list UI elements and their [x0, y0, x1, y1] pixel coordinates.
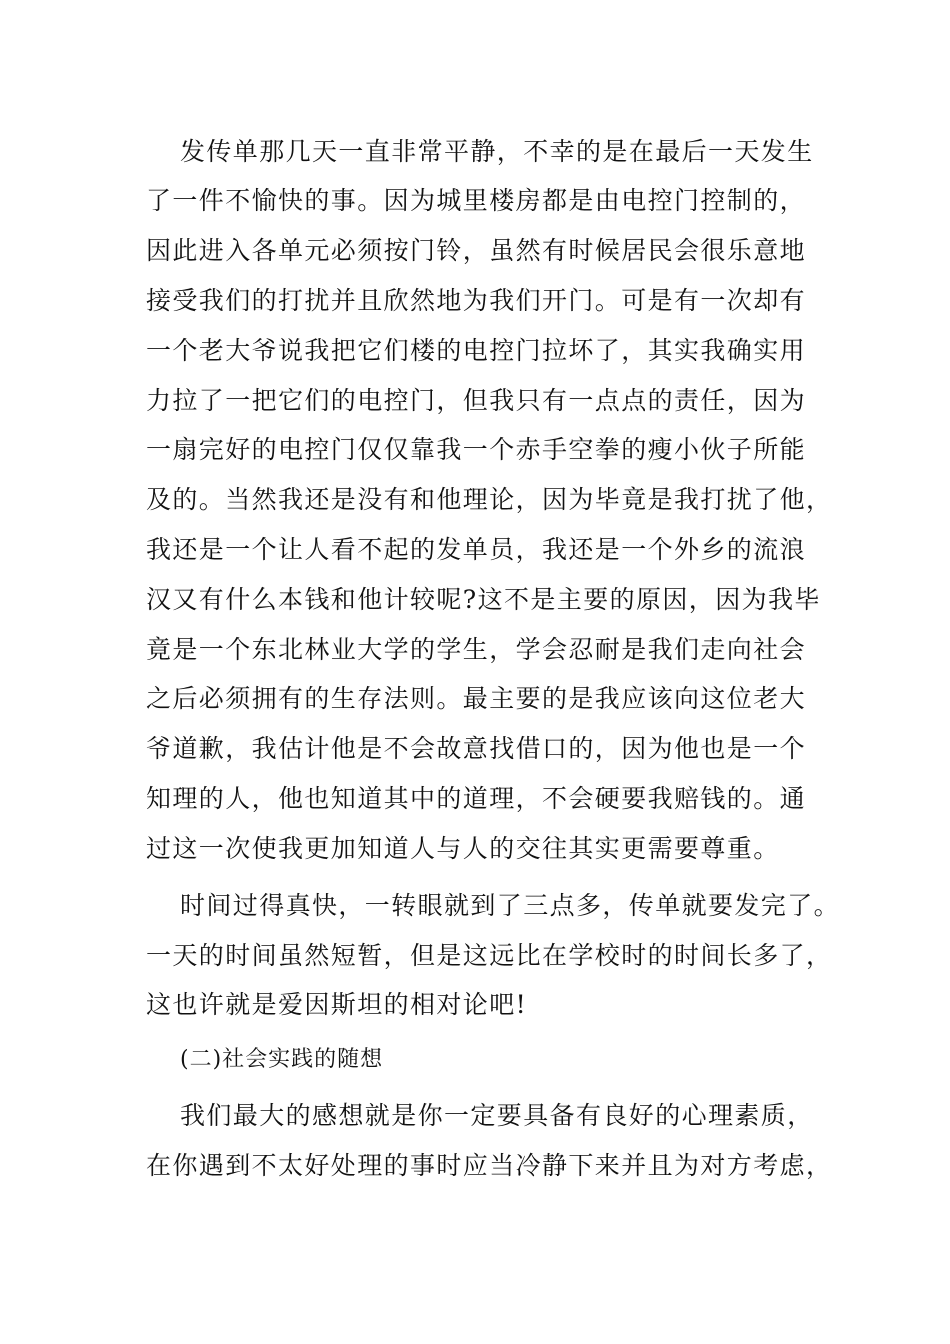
paragraph-line: 一扇完好的电控门仅仅靠我一个赤手空拳的瘦小伙子所能: [146, 435, 807, 464]
paragraph-line: 汉又有什么本钱和他计较呢?这不是主要的原因，因为我毕: [146, 585, 821, 614]
section-heading: (二)社会实践的随想: [180, 1047, 384, 1072]
paragraph-line: 过这一次使我更加知道人与人的交往其实更需要尊重。: [146, 834, 780, 863]
paragraph-line: 了一件不愉快的事。因为城里楼房都是由电控门控制的，: [146, 186, 807, 215]
paragraph-line: 我们最大的感想就是你一定要具备有良好的心理素质，: [180, 1101, 814, 1130]
paragraph-line: 发传单那几天一直非常平静，不幸的是在最后一天发生: [180, 137, 814, 166]
paragraph-line: 一个老大爷说我把它们楼的电控门拉坏了，其实我确实用: [146, 336, 807, 365]
paragraph-line: 知理的人，他也知道其中的道理，不会硬要我赔钱的。通: [146, 784, 807, 813]
paragraph-line: 时间过得真快，一转眼就到了三点多，传单就要发完了。: [180, 891, 841, 920]
paragraph-line: 在你遇到不太好处理的事时应当冷静下来并且为对方考虑，: [146, 1151, 833, 1180]
paragraph-line: 我还是一个让人看不起的发单员，我还是一个外乡的流浪: [146, 535, 807, 564]
paragraph-line: 及的。当然我还是没有和他理论，因为毕竟是我打扰了他，: [146, 485, 833, 514]
paragraph-line: 爷道歉，我估计他是不会故意找借口的，因为他也是一个: [146, 734, 807, 763]
paragraph-line: 之后必须拥有的生存法则。最主要的是我应该向这位老大: [146, 684, 807, 713]
paragraph-line: 这也许就是爱因斯坦的相对论吧!: [146, 990, 528, 1019]
paragraph-line: 接受我们的打扰并且欣然地为我们开门。可是有一次却有: [146, 286, 807, 315]
paragraph-line: 力拉了一把它们的电控门，但我只有一点点的责任，因为: [146, 386, 807, 415]
paragraph-line: 竟是一个东北林业大学的学生，学会忍耐是我们走向社会: [146, 635, 807, 664]
paragraph-line: 一天的时间虽然短暂，但是这远比在学校时的时间长多了，: [146, 941, 833, 970]
paragraph-line: 因此进入各单元必须按门铃，虽然有时候居民会很乐意地: [146, 236, 807, 265]
